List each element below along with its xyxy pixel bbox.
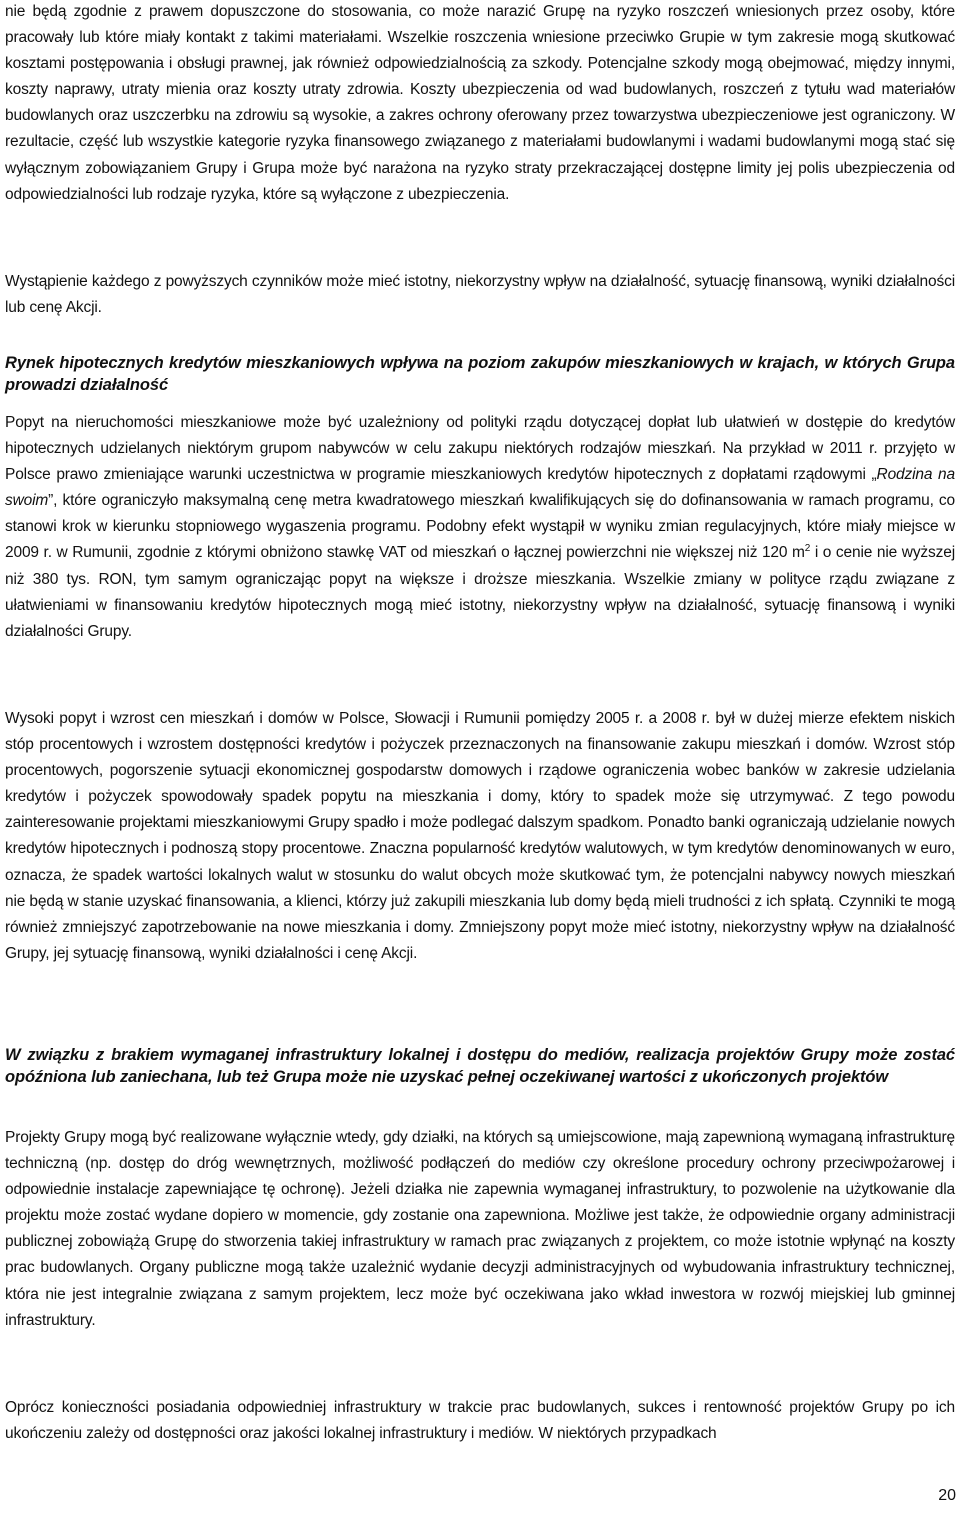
paragraph-construction-defects: nie będą zgodnie z prawem dopuszczone do stosowania, co może narazić Grupę na ryzyko roszczeń wniesionych przez osoby, które pracowały lub które miały kontakt z takimi materiałami. Wszelkie roszczenia wniesione przeciwko Grupie w tym zakresie mogą skutkować kosztami postępowania i obsługi prawnej, jak również odpowiedzialnością za szkody. Potencjalne szkody mogą obejmować, między innymi, koszty naprawy, utraty mienia oraz koszty utraty zdrowia. Koszty ubezpieczenia od wad budowlanych, roszczeń z tytułu wad materiałów budowlanych oraz uszczerbku na zdrowiu są wysokie, a zakres ochrony oferowany przez towarzystwa ubezpieczeniowe jest ograniczony. W rezultacie, część lub wszystkie kategorie ryzyka finansowego związanego z materiałami budowlanymi i wadami budowlanymi mogą stać się wyłącznym zobowiązaniem Grupy i Grupa może być narażona na ryzyko straty przekraczającej dostępne limity jej polis ubezpieczenia od odpowiedzialności lub rodzaje ryzyka, które są wyłączone z ubezpieczenia.	[5, 3, 955, 203]
section-heading-infrastructure: W związku z brakiem wymaganej infrastruktury lokalnej i dostępu do mediów, realizacja projektów Grupy może zostać opóźniona lub zaniechana, lub też Grupa może nie uzyskać pełnej oczekiwanej wartości z ukończonych projektów	[5, 1046, 955, 1086]
superscript-squared: 2	[804, 543, 811, 555]
paragraph-impact-summary: Wystąpienie każdego z powyższych czynników może mieć istotny, niekorzystny wpływ na działalność, sytuację finansową, wyniki działalności lub cenę Akcji.	[5, 273, 955, 317]
paragraph-infrastructure-requirements: Projekty Grupy mogą być realizowane wyłącznie wtedy, gdy działki, na których są umiejscowione, mają zapewnioną wymaganą infrastrukturę techniczną (np. dostęp do dróg wewnętrznych, możliwość podłączeń do mediów czy określone procedury ochrony przeciwpożarowej i odpowiednie instalacje zapewniające tę ochronę). Jeżeli działka nie zapewnia wymaganej infrastruktury, to pozwolenie na użytkowanie dla projektu może zostać wydane dopiero w momencie, gdy zostanie ona zapewniona. Możliwe jest także, że odpowiednie organy administracji publicznej zobowiążą Grupę do stworzenia takiej infrastruktury w ramach prac związanych z projektem, co może istotnie wpłynąć na koszty prac budowlanych. Organy publiczne mogą także uzależnić wydanie decyzji administracyjnych od wybudowania infrastruktury technicznej, która nie jest integralnie związana z samym projektem, lecz może być oczekiwana jako wkład inwestora w rozwój miejskiej lub gminnej infrastruktury.	[5, 1129, 955, 1329]
paragraph-infrastructure-success: Oprócz konieczności posiadania odpowiedniej infrastruktury w trakcie prac budowlanych, sukces i rentowność projektów Grupy po ich ukończeniu zależy od dostępności oraz jakości lokalnej infrastruktury i mediów. W niektórych przypadkach	[5, 1399, 955, 1443]
paragraph-government-policy	[5, 410, 955, 645]
program-name: Rodzina na swoim	[5, 466, 956, 510]
page-number: 20	[938, 1487, 956, 1504]
paragraph-government-policy-part-b: ”, które ograniczyło maksymalną cenę metra kwadratowego mieszkań kwalifikujących się do dofinansowania w ramach programu, co stanowi krok w kierunku stopniowego wygaszenia programu. Podobny efekt wystąpił w wyniku zmian regulacyjnych, które miały miejsce w 2009 r. w Rumunii, zgodnie z którymi obniżono stawkę VAT od mieszkań o łącznej powierzchni nie większej niż 120 m	[5, 492, 955, 562]
paragraph-government-policy-part-c: i o cenie nie wyższej niż 380 tys. RON, tym samym ograniczając popyt na większe i droższe mieszkania. Wszelkie zmiany w polityce rządu związane z ułatwieniami w finansowaniu kredytów hipotecznych mogą mieć istotny, niekorzystny wpływ na działalność, sytuację finansową i wyniki działalności Grupy.	[5, 544, 955, 640]
paragraph-government-policy-part-a: Popyt na nieruchomości mieszkaniowe może być uzależniony od polityki rządu dotyczącej dopłat lub ułatwień w dostępie do kredytów hipotecznych udzielanych niektórym grupom nabywców w celu zakupu niektórych rodzajów mieszkań. Na przykład w 2011 r. przyjęto w Polsce prawo zmieniające warunki uczestnictwa w programie mieszkaniowych kredytów hipotecznych z dopłatami rządowymi „	[5, 414, 955, 484]
paragraph-demand-prices: Wysoki popyt i wzrost cen mieszkań i domów w Polsce, Słowacji i Rumunii pomiędzy 2005 r. a 2008 r. był w dużej mierze efektem niskich stóp procentowych i wzrostem dostępności kredytów i pożyczek przeznaczonych na finansowanie zakupu mieszkań i domów. Wzrost stóp procentowych, pogorszenie sytuacji ekonomicznej gospodarstw domowych i rządowe ograniczenia wobec banków w zakresie udzielania kredytów i pożyczek spowodowały spadek popytu na mieszkania i domy, który to spadek może się utrzymywać. Z tego powodu zainteresowanie projektami mieszkaniowymi Grupy spadło i może podlegać dalszym spadkom. Ponadto banki ograniczają udzielanie nowych kredytów hipotecznych i podnoszą stopy procentowe. Znaczna popularność kredytów walutowych, w tym kredytów denominowanych w euro, oznacza, że spadek wartości lokalnych walut w stosunku do walut obcych może skutkować tym, że potencjalni nabywcy nowych mieszkań nie będą w stanie uzyskać finansowania, a klienci, którzy już zakupili mieszkania lub domy będą mieli trudności z ich spłatą. Czynniki te mogą również zmniejszyć zapotrzebowanie na nowe mieszkania i domy. Zmniejszony popyt może mieć istotny, niekorzystny wpływ na działalność Grupy, jej sytuację finansową, wyniki działalności i cenę Akcji.	[5, 710, 955, 962]
section-heading-mortgage-market: Rynek hipotecznych kredytów mieszkaniowych wpływa na poziom zakupów mieszkaniowych w krajach, w których Grupa prowadzi działalność	[5, 354, 955, 394]
